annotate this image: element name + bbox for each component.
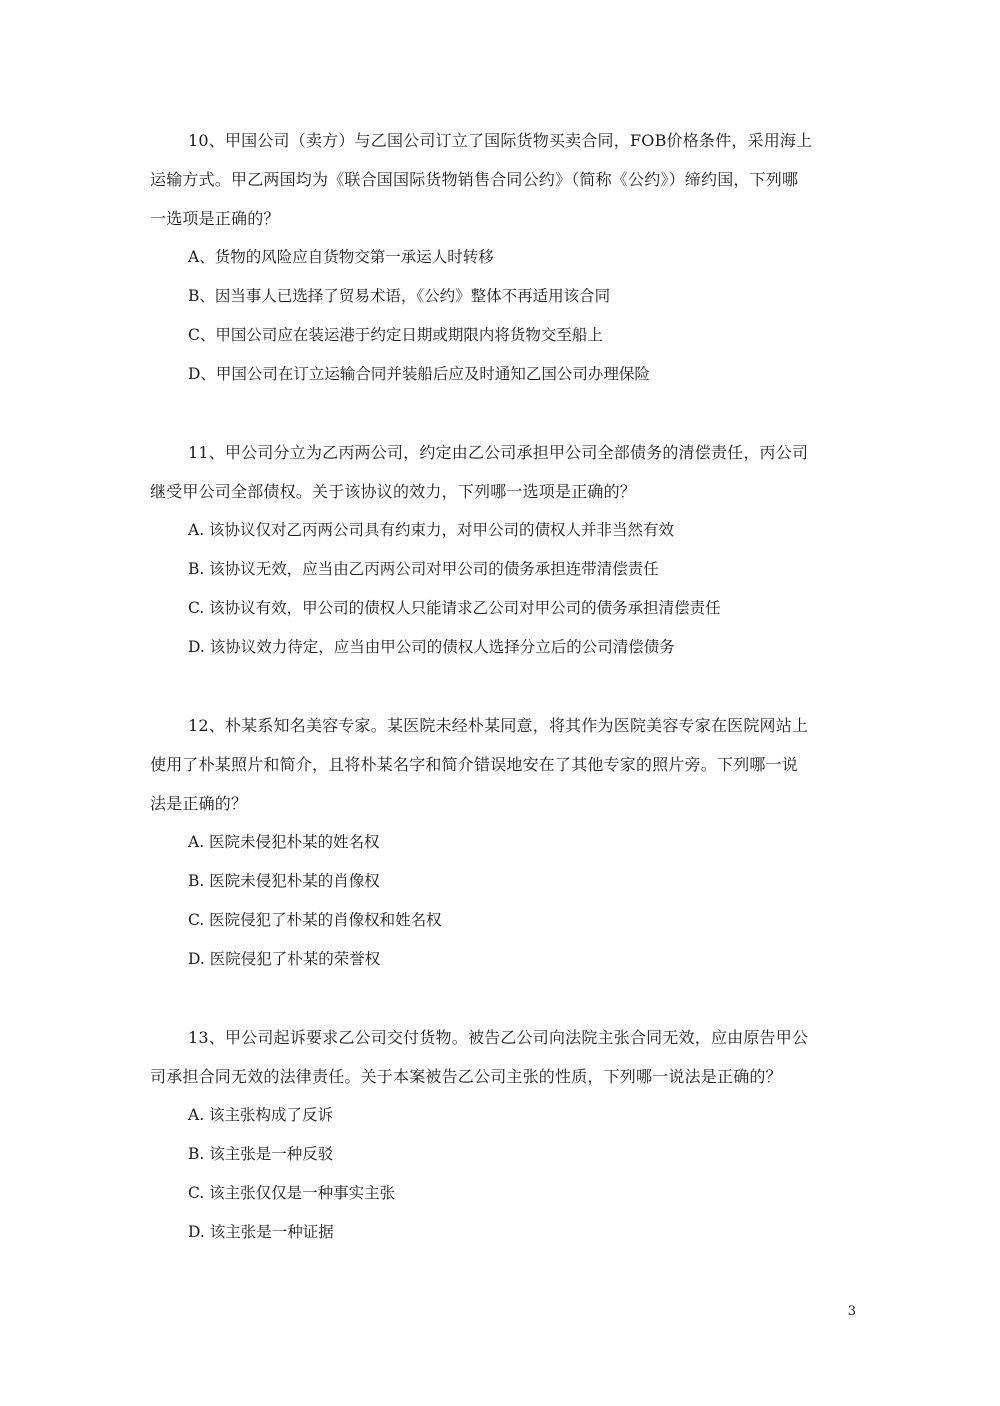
option-c: C. 医院侵犯了朴某的肖像权和姓名权 — [188, 911, 442, 929]
option-a: A. 医院未侵犯朴某的姓名权 — [188, 833, 380, 851]
question-stem-line: 使用了朴某照片和简介，且将朴某名字和简介错误地安在了其他专家的照片旁。下列哪一说 — [150, 755, 799, 774]
option-a: A、货物的风险应自货物交第一承运人时转移 — [188, 248, 494, 266]
question-13 — [150, 1018, 850, 1252]
page-number: 3 — [847, 1304, 856, 1319]
option-b: B、因当事人已选择了贸易术语，《公约》整体不再适用该合同 — [188, 287, 611, 305]
option-b: B. 该协议无效，应当由乙丙两公司对甲公司的债务承担连带清偿责任 — [188, 560, 659, 578]
option-d: D. 医院侵犯了朴某的荣誉权 — [188, 950, 381, 968]
option-b: B. 医院未侵犯朴某的肖像权 — [188, 872, 380, 890]
question-10 — [150, 121, 850, 394]
question-stem-line: 继受甲公司全部债权。关于该协议的效力，下列哪一选项是正确的？ — [150, 482, 637, 501]
option-c: C. 该主张仅仅是一种事实主张 — [188, 1184, 396, 1202]
option-d: D、甲国公司在订立运输合同并装船后应及时通知乙国公司办理保险 — [188, 365, 650, 383]
question-stem-line: 10、甲国公司（卖方）与乙国公司订立了国际货物买卖合同，FOB价格条件，采用海上 — [188, 131, 813, 150]
question-11 — [150, 433, 850, 667]
question-stem-line: 13、甲公司起诉要求乙公司交付货物。被告乙公司向法院主张合同无效，应由原告甲公 — [188, 1028, 809, 1047]
question-stem-line: 12、朴某系知名美容专家。某医院未经朴某同意，将其作为医院美容专家在医院网站上 — [188, 716, 809, 735]
option-d: D. 该协议效力待定，应当由甲公司的债权人选择分立后的公司清偿债务 — [188, 638, 675, 656]
question-12 — [150, 706, 850, 979]
option-a: A. 该主张构成了反诉 — [188, 1106, 334, 1124]
option-c: C. 该协议有效，甲公司的债权人只能请求乙公司对甲公司的债务承担清偿责任 — [188, 599, 721, 617]
question-stem-line: 法是正确的？ — [150, 794, 248, 813]
option-d: D. 该主张是一种证据 — [188, 1223, 334, 1241]
question-stem-line: 11、甲公司分立为乙丙两公司，约定由乙公司承担甲公司全部债务的清偿责任，丙公司 — [188, 443, 809, 462]
question-stem-line: 司承担合同无效的法律责任。关于本案被告乙公司主张的性质，下列哪一说法是正确的？ — [150, 1067, 782, 1086]
option-c: C、甲国公司应在装运港于约定日期或期限内将货物交至船上 — [188, 326, 603, 344]
option-b: B. 该主张是一种反驳 — [188, 1145, 334, 1163]
question-stem-line: 一选项是正确的？ — [150, 209, 280, 228]
option-a: A. 该协议仅对乙丙两公司具有约束力，对甲公司的债权人并非当然有效 — [188, 521, 675, 539]
question-stem-line: 运输方式。甲乙两国均为《联合国国际货物销售合同公约》（简称《公约》）缔约国，下列哪 — [150, 170, 799, 189]
